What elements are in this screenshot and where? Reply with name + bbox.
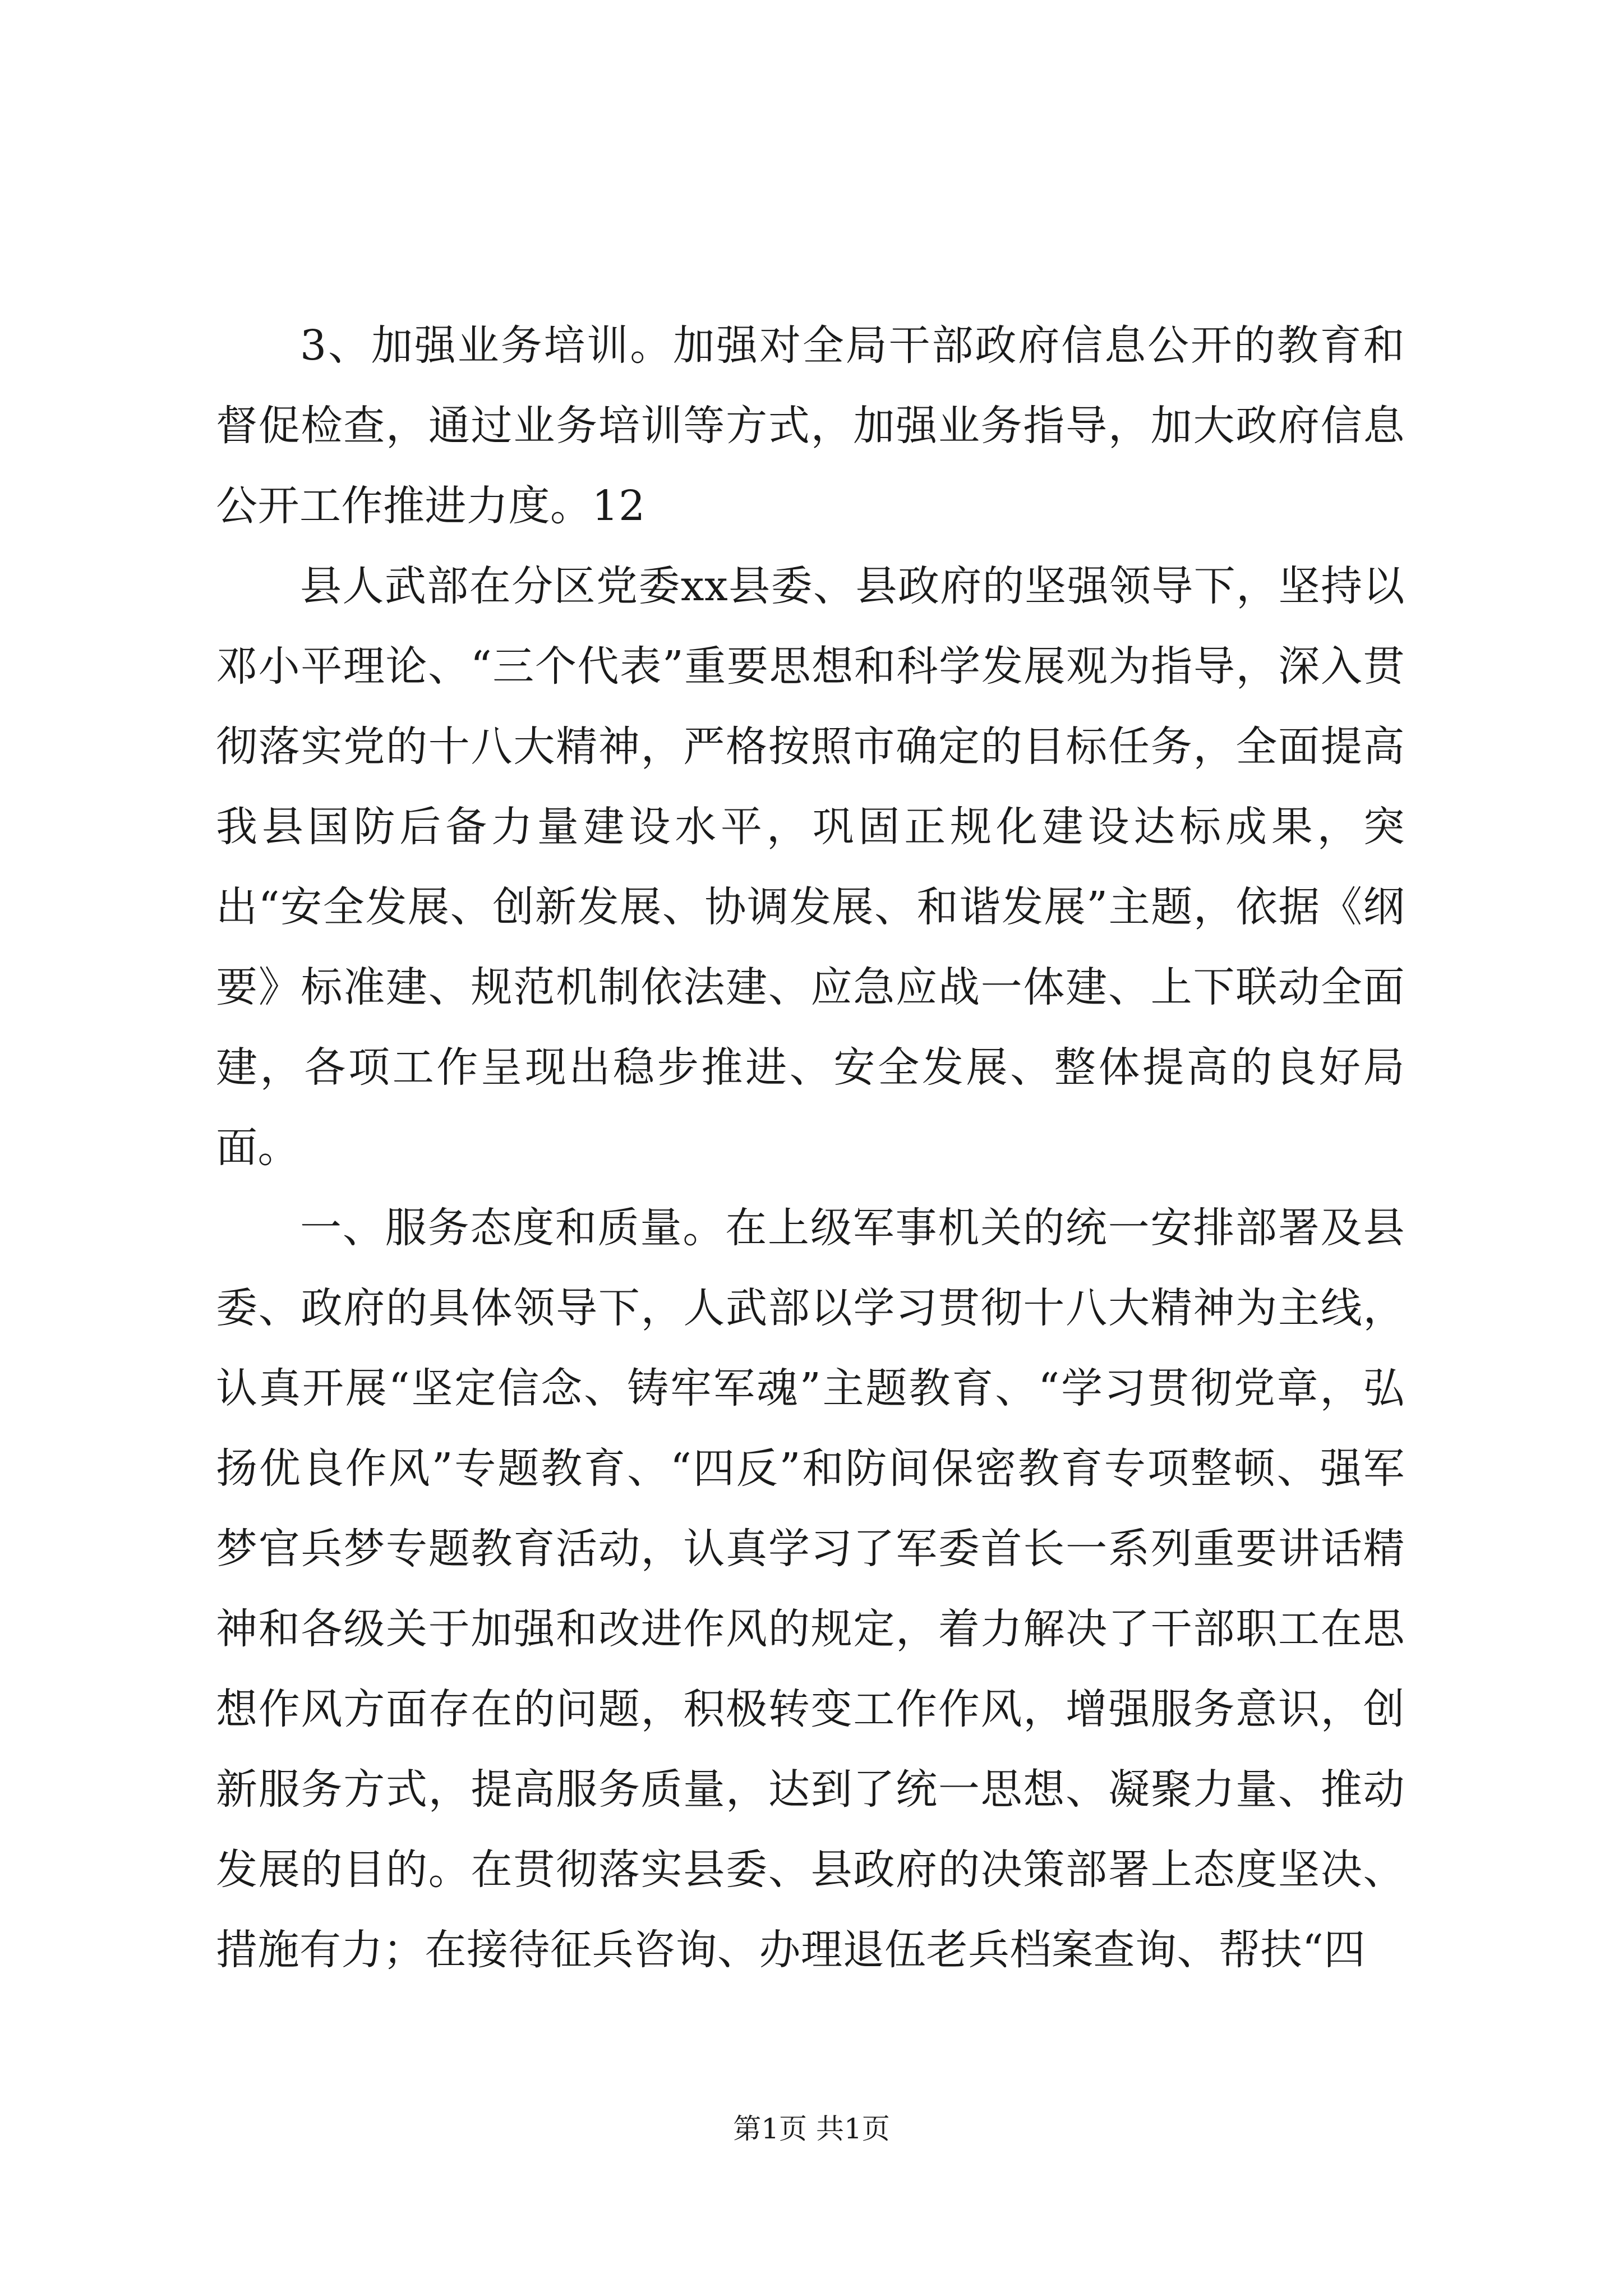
page-footer: 第1页 共1页 [733, 2113, 890, 2145]
paragraph-service-quality: 一、服务态度和质量。在上级军事机关的统一安排部署及县委、政府的具体领导下，人武部以学习贯彻十八大精神为主线，认真开展“坚定信念、铸牢军魂”主题教育、“学习贯彻党章，弘扬优良作风”专题教育、“四反”和防间保密教育专项整顿、强军梦官兵梦专题教育活动，认真学习了军委首长一系列重要讲话精神和各级关于加强和改进作风的规定，着力解决了干部职工在思想作风方面存在的问题，积极转变工作作风，增强服务意识，创新服务方式，提高服务质量，达到了统一思想、凝聚力量、推动发展的目的。在贯彻落实县委、县政府的决策部署上态度坚决、措施有力；在接待征兵咨询、办理退伍老兵档案查询、帮扶“四 [216, 1204, 1405, 1974]
document-body [216, 306, 1405, 1990]
paragraph-overview: 县人武部在分区党委xx县委、县政府的坚强领导下，坚持以邓小平理论、“三个代表”重要思想和科学发展观为指导，深入贯彻落实党的十八大精神，严格按照市确定的目标任务，全面提高我县国防后备力量建设水平，巩固正规化建设达标成果，突出“安全发展、创新发展、协调发展、和谐发展”主题，依据《纲要》标准建、规范机制依法建、应急应战一体建、上下联动全面建，各项工作呈现出稳步推进、安全发展、整体提高的良好局面。 [216, 562, 1405, 1172]
paragraph-training: 3、加强业务培训。加强对全局干部政府信息公开的教育和督促检查，通过业务培训等方式，加强业务指导，加大政府信息公开工作推进力度。12 [216, 321, 1405, 530]
